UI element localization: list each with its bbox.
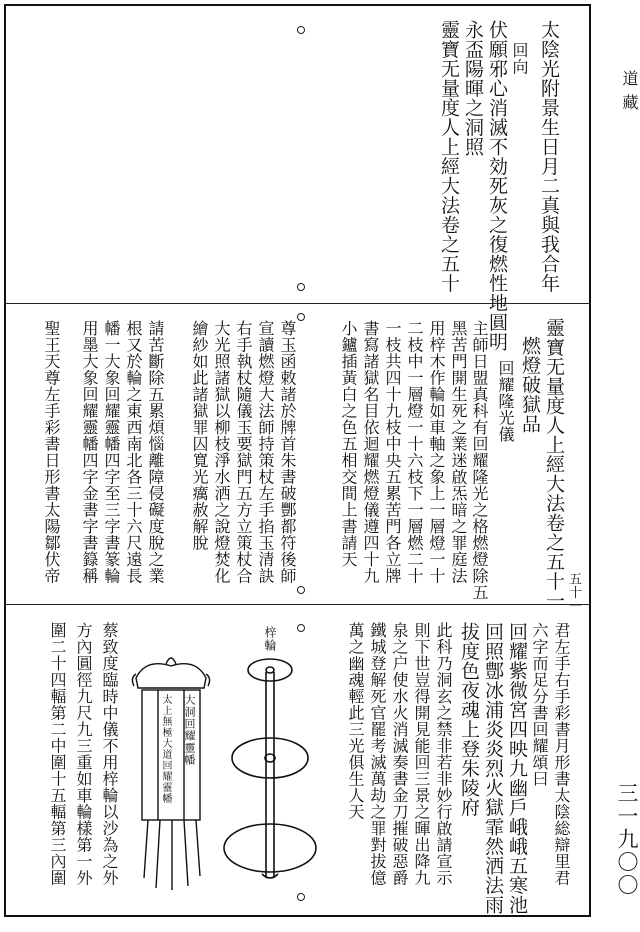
binding-hole (297, 283, 305, 291)
binding-hole (297, 26, 305, 34)
text-column: 繪紗如此諸獄罪囚寬光癘赦解脫 (190, 320, 209, 551)
verse-column: 回耀紫微宮四映九幽戶峨峨五寒池 (506, 622, 528, 915)
page-number: 三一九〇〇 (615, 782, 639, 897)
text-column: 用墨大象回耀靈幡四字金書字書籙稱 (80, 320, 99, 584)
text-column: 書寫諸獄名目依迴耀燃燈儀遵四十九 (361, 320, 380, 584)
text-column: 太陰光附景生日月二真與我合年 (538, 20, 560, 293)
text-column: 則下世豈得開見能回三景之暉出降九 (412, 622, 431, 886)
binding-hole (297, 586, 305, 594)
text-column: 萬之幽魂輕此三光俱生人天 (346, 622, 365, 820)
wheel-illustration (222, 648, 322, 898)
chapter-title-note: 五十一 (566, 572, 581, 613)
binding-hole (297, 313, 305, 321)
text-column: 黑苦門開生死之業迷啟炁暗之罪庭法 (449, 320, 468, 584)
text-column: 大光照諸獄以柳枝淨水洒之說燈焚化 (212, 320, 231, 584)
chapter-subtitle: 燃燈破獄品 (519, 336, 541, 434)
text-column: 泉之户使水火消滅奏書金刀摧破惡爵 (390, 622, 409, 886)
text-column: 蔡致度臨時中儀不用梓輪以沙為之外 (100, 622, 119, 886)
text-column: 幡一大象回耀靈幡四字至三字書篆輪 (102, 320, 121, 584)
text-column: 請苦斷除五累煩惱離障侵礙度脫之業 (146, 320, 165, 584)
text-column: 二枝中一層燈一十六枝下一層燃二十 (405, 320, 424, 584)
text-column: 聖王天尊左手彩書日形書太陽鄒伏帝 (42, 320, 61, 584)
text-column: 右手執杖隨儀玉要獄門五方立策杖合 (234, 320, 253, 584)
text-column: 尊玉函敕諸於牌首朱書破酆都符後師 (278, 320, 297, 584)
scroll-end-title: 靈寶无量度人上經大法卷之五十 (438, 20, 460, 293)
figure-label-wheel: 梓輪 (263, 626, 277, 652)
text-column: 方內圓徑九尺九三重如車輪樣第一外 (74, 622, 93, 886)
text-column: 根又於輪之東西南北各三十六尺遠長 (124, 320, 143, 584)
binding-hole (297, 624, 305, 632)
text-column: 六字而足分書回耀頌曰 (530, 622, 549, 787)
text-column: 宣讀燃燈大法師持策杖左手掐玉清訣 (256, 320, 275, 584)
text-column: 小鑪插黃白之色五相交間上書請天 (339, 320, 358, 568)
section-divider-2 (4, 604, 591, 605)
verse-column: 拔度色夜魂上登朱陵府 (458, 622, 480, 817)
text-column: 主師日盟真科有回耀隆光之格燃燈除五 (470, 320, 489, 601)
text-column: 君左手右手彩書月形書太陰総辯里君 (552, 622, 571, 886)
chapter-title: 靈寶无量度人上經大法卷之五十一 (543, 318, 565, 611)
text-column: 鐵城登解死官罷考滅萬劫之罪對拔億 (368, 622, 387, 886)
text-column: 一枝共四十九枝中央五累苦門各立牌 (383, 320, 402, 584)
collection-label: 道藏 (620, 70, 639, 118)
verse-column: 回照鄷冰浦炎炎烈火獄霏然洒法雨 (482, 622, 504, 915)
text-column: 永盃陽暉之洞照 (462, 20, 484, 157)
text-column: 用梓木作輪如車軸之象上一層燈一十 (427, 320, 446, 584)
text-column: 回向 (510, 42, 529, 75)
text-column: 圍二十四輻第二中圍十五輻第三內圍 (48, 622, 67, 886)
text-column: 伏願邪心消滅不効死灰之復燃性地圓明 (486, 20, 508, 352)
section-subheading: 回耀隆光儀 (496, 360, 515, 443)
banner-inscription: 太上無極大道回耀靈幡 (160, 694, 171, 804)
text-column: 此科乃洞玄之禁非若非妙行啟請宣示 (434, 622, 453, 886)
banner-title-text: 大洞回耀靈幡 (183, 694, 196, 766)
